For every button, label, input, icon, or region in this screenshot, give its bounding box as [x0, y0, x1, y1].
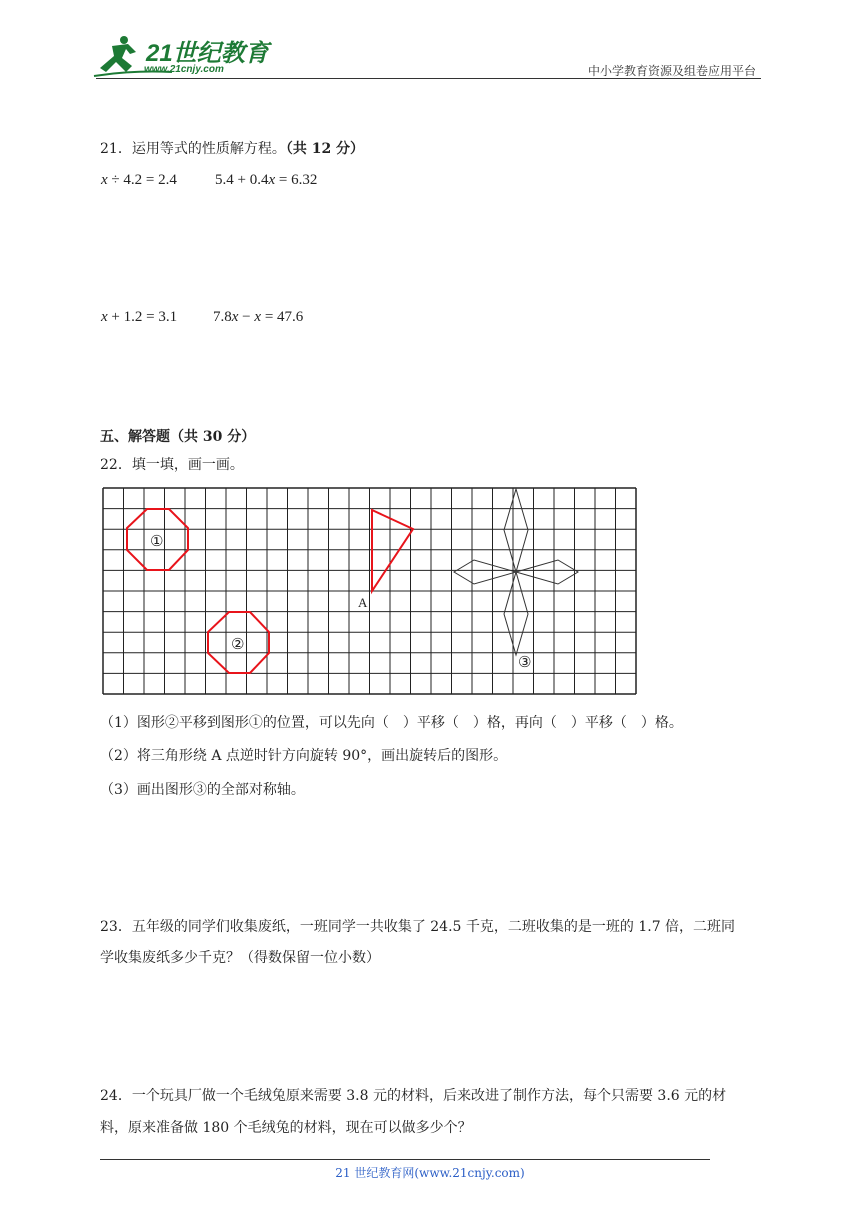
grid-figure: [102, 487, 642, 697]
section-5-title: 五、解答题（共 30 分）: [100, 429, 256, 445]
q22-title: 22．填一填，画一画。: [100, 457, 244, 473]
footer-text: 21 世纪教育网(www.21cnjy.com): [335, 1166, 525, 1180]
q22-sub2: （2）将三角形绕 A 点逆时针方向旋转 90°，画出旋转后的图形。: [100, 748, 508, 764]
logo-text: 21世纪教育: [146, 40, 269, 67]
platform-name: 中小学教育资源及组卷应用平台: [587, 64, 756, 78]
equation-1: x ÷ 4.2 = 2.4: [101, 172, 177, 188]
triangle-shape: [372, 510, 413, 591]
footer-divider: [100, 1159, 710, 1160]
equation-2: 5.4 + 0.4x = 6.32: [215, 172, 318, 188]
grid-lines: [103, 488, 636, 694]
q24-line1: 24．一个玩具厂做一个毛绒兔原来需要 3.8 元的材料，后来改进了制作方法，每个只需要 3.6 元的材: [100, 1088, 727, 1104]
equation-4: 7.8x − x = 47.6: [213, 309, 304, 325]
q22-sub3: （3）画出图形③的全部对称轴。: [100, 782, 305, 798]
q23-line1: 23．五年级的同学们收集废纸，一班同学一共收集了 24.5 千克，二班收集的是一班的 1.7 倍，二班同: [100, 919, 736, 935]
logo-url: www.21cnjy.com: [144, 64, 224, 75]
q21-title-text: 21．运用等式的性质解方程。: [100, 141, 286, 157]
q22-sub1: （1）图形②平移到图形①的位置，可以先向（ ）平移（ ）格，再向（ ）平移（ ）格。: [100, 715, 683, 731]
equation-3: x + 1.2 = 3.1: [101, 309, 178, 325]
q21-points: （共 12 分）: [285, 141, 365, 157]
q23-line2: 学收集废纸多少千克？（得数保留一位小数）: [100, 950, 380, 966]
q21-title: [100, 139, 364, 159]
figure-3-kites: [454, 489, 578, 655]
label-shape-1: ①: [150, 532, 164, 550]
header-divider: [96, 78, 761, 79]
q24-line2: 料，原来准备做 180 个毛绒兔的材料，现在可以做多少个？: [100, 1120, 472, 1136]
label-shape-2: ②: [231, 635, 245, 653]
label-shape-3: ③: [518, 653, 532, 671]
point-a-label: A: [358, 595, 368, 610]
